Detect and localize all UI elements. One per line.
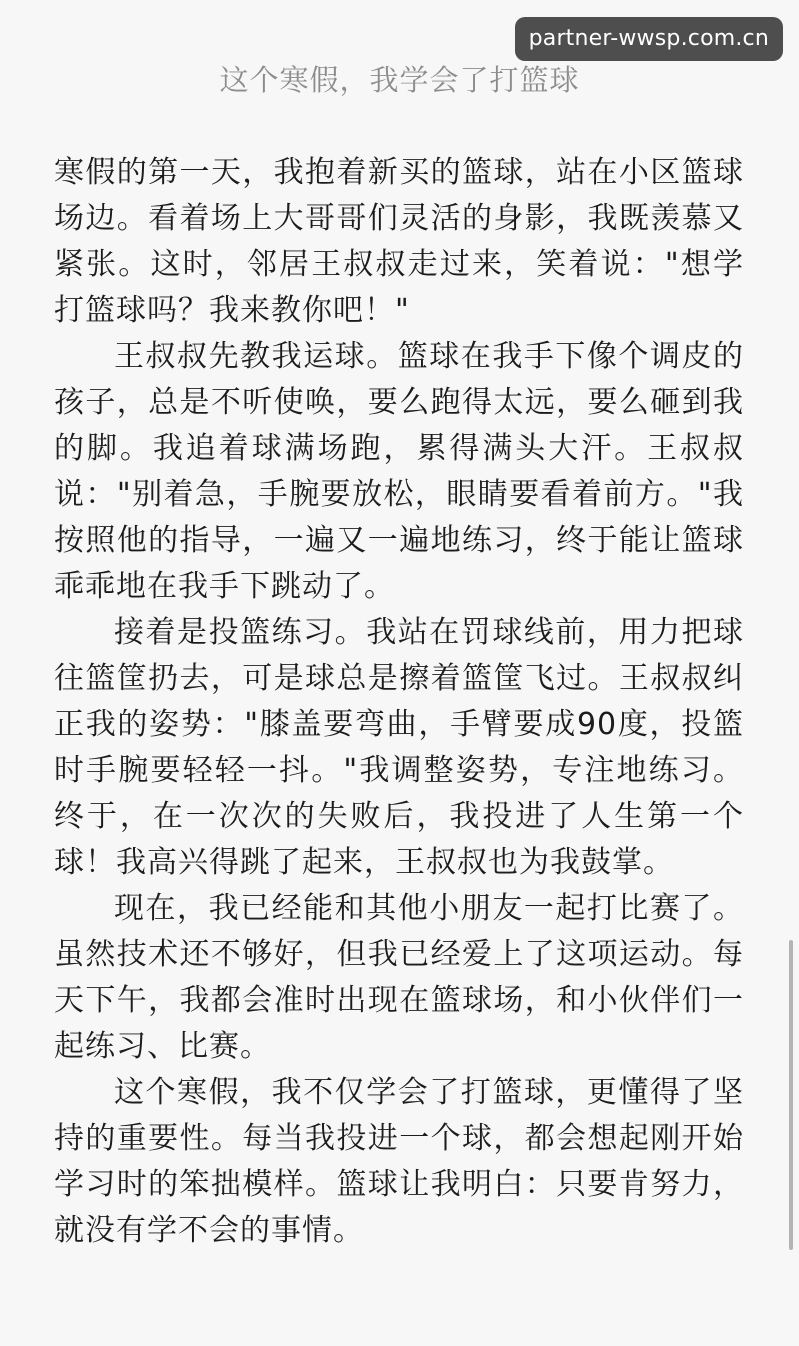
- paragraph-1: 寒假的第一天，我抱着新买的篮球，站在小区篮球场边。看着场上大哥哥们灵活的身影，我既羡慕又紧张。这时，邻居王叔叔走过来，笑着说："想学打篮球吗？我来教你吧！": [54, 155, 744, 328]
- paragraph-4: 现在，我已经能和其他小朋友一起打比赛了。虽然技术还不够好，但我已经爱上了这项运动。每天下午，我都会准时出现在篮球场，和小伙伴们一起练习、比赛。: [54, 891, 744, 1064]
- scrollbar-thumb[interactable]: [789, 940, 793, 1250]
- article-title: 这个寒假，我学会了打篮球: [219, 63, 580, 97]
- watermark-badge: partner-wwsp.com.cn: [515, 17, 783, 61]
- article-body: [54, 150, 744, 1254]
- paragraph-2: 王叔叔先教我运球。篮球在我手下像个调皮的孩子，总是不听使唤，要么跑得太远，要么砸到我的脚。我追着球满场跑，累得满头大汗。王叔叔说："别着急，手腕要放松，眼睛要看着前方。"我按照他的指导，一遍又一遍地练习，终于能让篮球乖乖地在我手下跳动了。: [54, 339, 744, 604]
- paragraph-5: 这个寒假，我不仅学会了打篮球，更懂得了坚持的重要性。每当我投进一个球，都会想起刚开始学习时的笨拙模样。篮球让我明白：只要肯努力，就没有学不会的事情。: [54, 1075, 744, 1248]
- paragraph-3: 接着是投篮练习。我站在罚球线前，用力把球往篮筐扔去，可是球总是擦着篮筐飞过。王叔叔纠正我的姿势："膝盖要弯曲，手臂要成90度，投篮时手腕要轻轻一抖。"我调整姿势，专注地练习。终于，在一次次的失败后，我投进了人生第一个球！我高兴得跳了起来，王叔叔也为我鼓掌。: [54, 615, 744, 880]
